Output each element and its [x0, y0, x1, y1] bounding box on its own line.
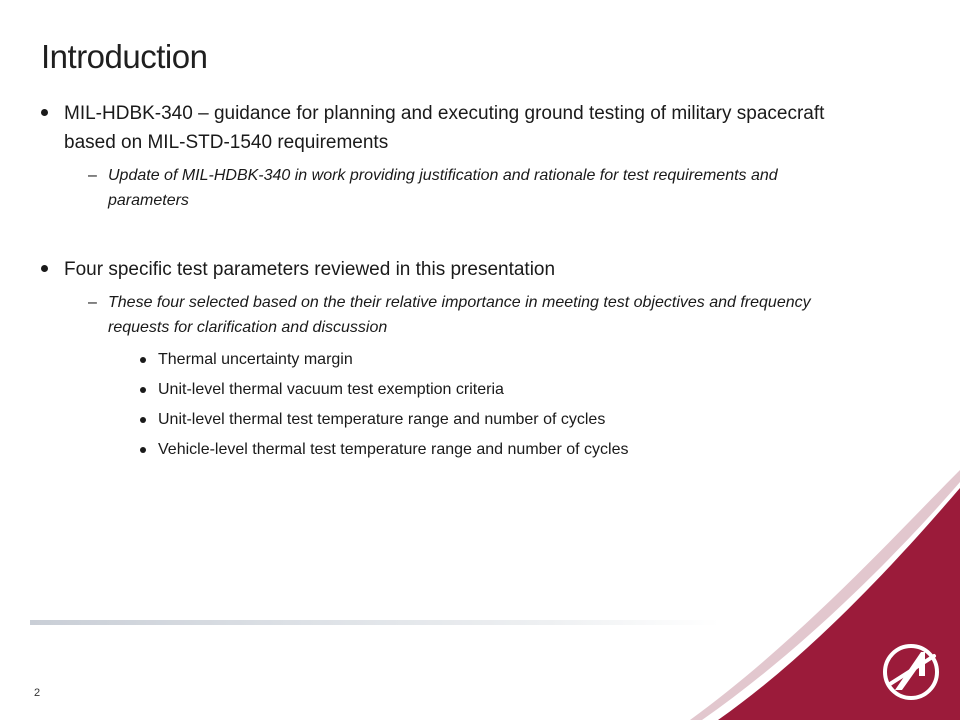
bullet-dot-icon — [140, 387, 146, 393]
sub-sub-bullet-item — [140, 350, 860, 370]
sub-sub-bullet-item — [140, 380, 860, 400]
sub-bullet-item — [88, 163, 860, 213]
sub-sub-bullet-text: Vehicle-level thermal test temperature range and number of cycles — [158, 441, 629, 458]
sub-sub-bullet-text: Unit-level thermal vacuum test exemption criteria — [158, 381, 504, 398]
bullet-dot-icon — [41, 109, 48, 116]
sub-sub-bullet-item — [140, 440, 860, 460]
swoosh-light-stripe — [690, 470, 960, 720]
bullet-item — [40, 99, 860, 157]
bullet-dot-icon — [140, 357, 146, 363]
bullet-text: Four specific test parameters reviewed in this presentation — [64, 259, 556, 280]
bullet-dot-icon — [140, 447, 146, 453]
slide-content — [40, 99, 860, 460]
swoosh-main — [718, 488, 960, 720]
sub-bullet-text: Update of MIL-HDBK-340 in work providing justification and rationale for test requirements and parameters — [108, 167, 778, 209]
page-number: 2 — [34, 687, 41, 699]
dash-marker: – — [88, 294, 97, 311]
slide-title: Introduction — [41, 38, 208, 75]
dash-marker: – — [88, 167, 97, 184]
sub-bullet-item — [88, 290, 860, 340]
sub-sub-bullet-item — [140, 410, 860, 430]
sub-sub-bullet-text: Thermal uncertainty margin — [158, 351, 353, 368]
bullet-item — [40, 255, 860, 284]
bullet-dot-icon — [140, 417, 146, 423]
aerospace-logo-icon — [885, 646, 937, 698]
footer-divider — [30, 620, 720, 625]
bullet-dot-icon — [41, 265, 48, 272]
bullet-text: MIL-HDBK-340 – guidance for planning and executing ground testing of military spacecraft based on MIL-STD-1540 requirements — [64, 103, 825, 153]
sub-bullet-text: These four selected based on the their relative importance in meeting test objectives and frequency requests for clarification and discussion — [108, 294, 811, 336]
sub-sub-bullet-text: Unit-level thermal test temperature range and number of cycles — [158, 411, 606, 428]
